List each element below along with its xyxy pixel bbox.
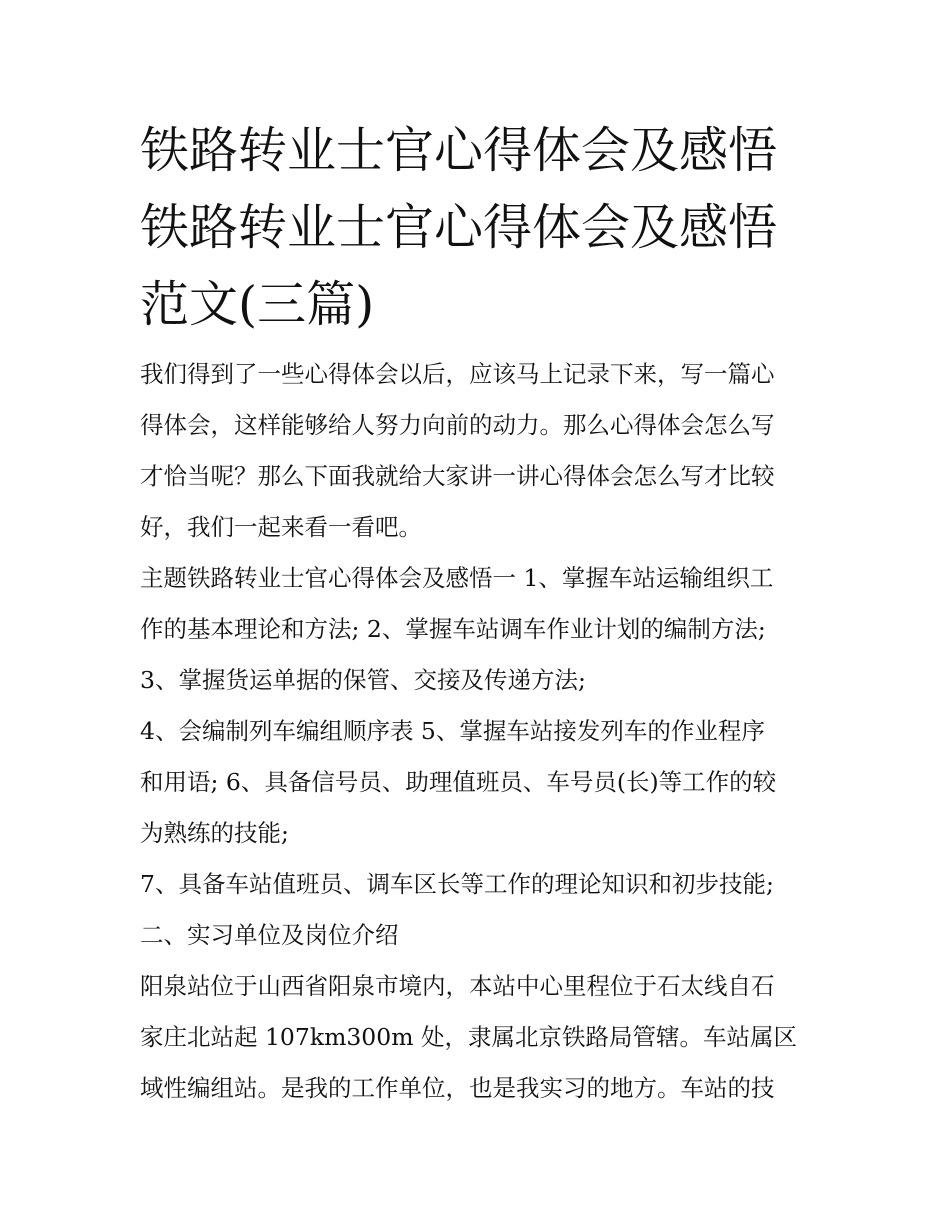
body-line: 主题铁路转业士官心得体会及感悟一 1、掌握车站运输组织工 <box>140 564 774 592</box>
body-line: 家庄北站起 107km300m 处，隶属北京铁路局管辖。车站属区 <box>140 1023 797 1051</box>
body-line: 我们得到了一些心得体会以后，应该马上记录下来，写一篇心 <box>140 360 775 388</box>
body-line: 才恰当呢？那么下面我就给大家讲一讲心得体会怎么写才比较 <box>140 462 775 490</box>
document-page <box>140 112 820 1114</box>
body-line: 7、具备车站值班员、调车区长等工作的理论知识和初步技能; <box>140 870 774 898</box>
body-text <box>140 349 820 1114</box>
body-line: 3、掌握货运单据的保管、交接及传递方法; <box>140 666 586 694</box>
title-line: 铁路转业士官心得体会及感悟 <box>140 122 778 179</box>
body-line: 得体会，这样能够给人努力向前的动力。那么心得体会怎么写 <box>140 411 775 439</box>
body-line: 4、会编制列车编组顺序表 5、掌握车站接发列车的作业程序 <box>140 717 765 745</box>
body-line: 好，我们一起来看一看吧。 <box>140 513 422 541</box>
body-line: 为熟练的技能; <box>140 819 289 847</box>
title-line: 范文(三篇) <box>140 276 375 333</box>
body-line: 作的基本理论和方法; 2、掌握车站调车作业计划的编制方法; <box>140 615 766 643</box>
body-line: 二、实习单位及岗位介绍 <box>140 921 399 949</box>
body-line: 域性编组站。是我的工作单位，也是我实习的地方。车站的技 <box>140 1074 775 1102</box>
body-line: 和用语; 6、具备信号员、助理值班员、车号员(长)等工作的较 <box>140 768 777 796</box>
body-line: 阳泉站位于山西省阳泉市境内，本站中心里程位于石太线自石 <box>140 972 775 1000</box>
document-title <box>140 112 820 343</box>
title-line: 铁路转业士官心得体会及感悟 <box>140 199 778 256</box>
